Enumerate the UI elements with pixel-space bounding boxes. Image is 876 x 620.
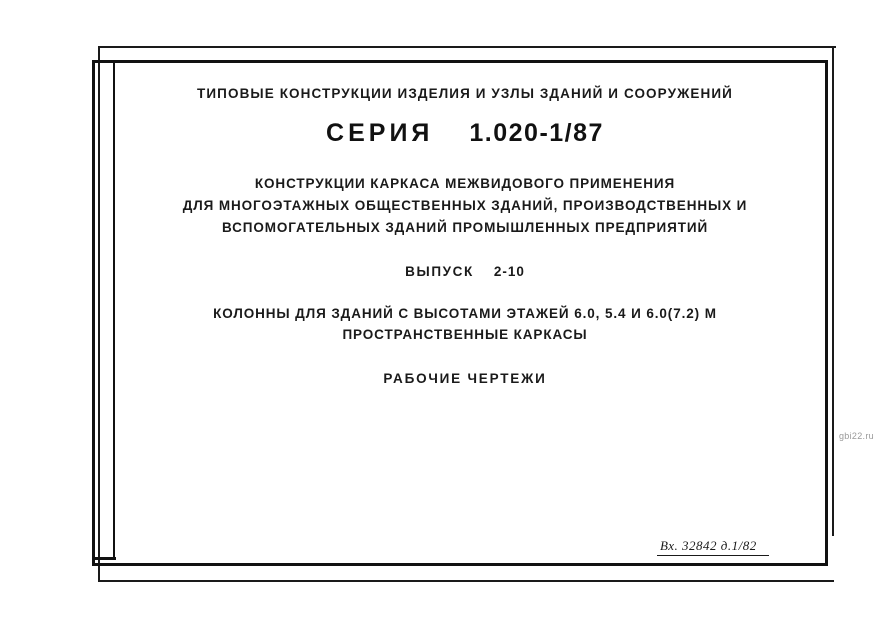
binding-margin-line bbox=[113, 63, 115, 557]
document-kind-line: ТИПОВЫЕ КОНСТРУКЦИИ ИЗДЕЛИЯ И УЗЛЫ ЗДАНИЙ И СООРУЖЕНИЙ bbox=[197, 86, 733, 101]
contents-line-2: ПРОСТРАНСТВЕННЫЕ КАРКАСЫ bbox=[342, 327, 588, 342]
series-code: 1.020-1/87 bbox=[469, 119, 604, 147]
issue-number: 2-10 bbox=[493, 264, 525, 279]
subject-line-2: ДЛЯ МНОГОЭТАЖНЫХ ОБЩЕСТВЕННЫХ ЗДАНИЙ, ПРОИЗВОДСТВЕННЫХ И bbox=[182, 198, 748, 213]
contents-block bbox=[130, 303, 800, 345]
incoming-stamp-underline bbox=[657, 555, 769, 556]
watermark-text: gbi22.ru bbox=[839, 431, 874, 441]
scan-page-border-right bbox=[832, 46, 834, 536]
binding-margin-stub-bottom bbox=[92, 557, 116, 560]
contents-line-1: КОЛОННЫ ДЛЯ ЗДАНИЙ С ВЫСОТАМИ ЭТАЖЕЙ 6.0, 5.4 И 6.0(7.2) М bbox=[213, 306, 717, 321]
subject-line-1: КОНСТРУКЦИИ КАРКАСА МЕЖВИДОВОГО ПРИМЕНЕНИЯ bbox=[254, 176, 676, 191]
issue-line bbox=[130, 264, 800, 279]
issue-label: ВЫПУСК bbox=[405, 264, 474, 279]
document-type-line: РАБОЧИЕ ЧЕРТЕЖИ bbox=[383, 371, 547, 386]
title-block bbox=[130, 86, 800, 386]
series-line bbox=[130, 119, 800, 148]
binding-margin-stub-top bbox=[92, 60, 116, 63]
series-label: СЕРИЯ bbox=[326, 119, 434, 147]
subject-block bbox=[130, 174, 800, 238]
scan-page-border-bottom bbox=[98, 580, 834, 582]
subject-line-3: ВСПОМОГАТЕЛЬНЫХ ЗДАНИЙ ПРОМЫШЛЕННЫХ ПРЕДПРИЯТИЙ bbox=[221, 220, 709, 235]
incoming-stamp-text: Вх. 32842 д.1/82 bbox=[660, 538, 757, 553]
